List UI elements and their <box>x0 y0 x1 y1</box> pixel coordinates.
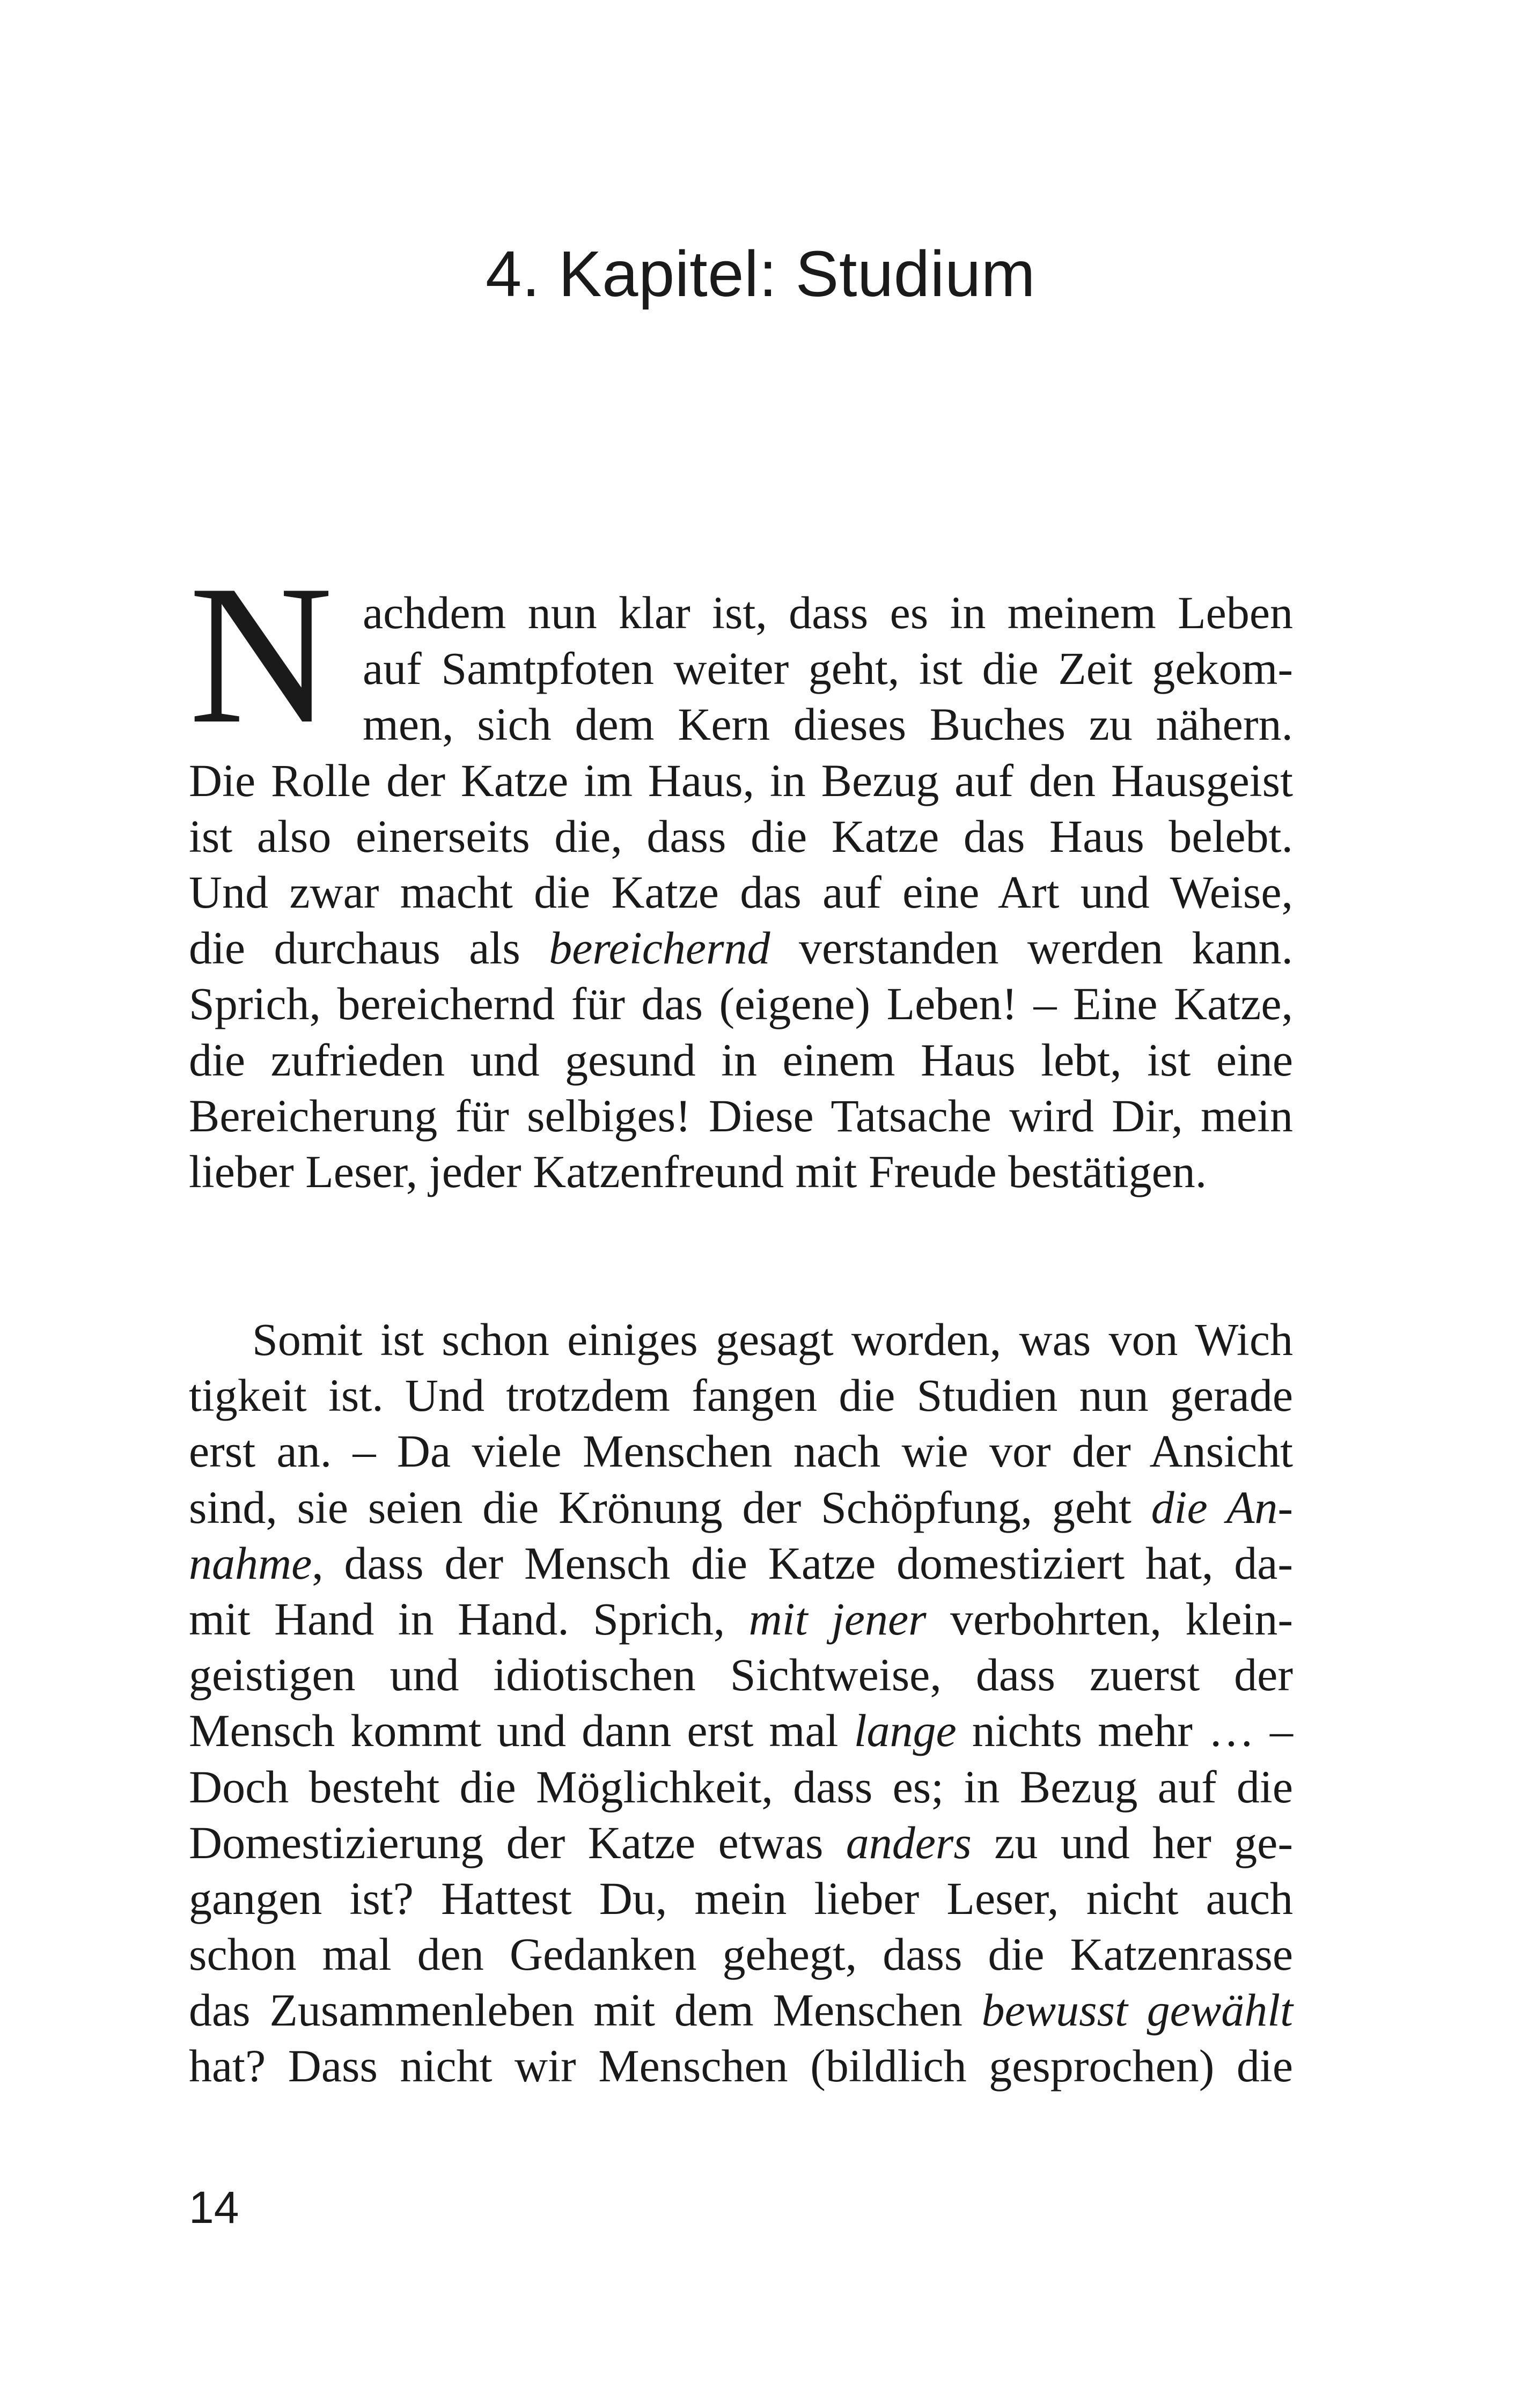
text-line: erst an. – Da viele Menschen nach wie vor der Ansicht <box>189 1425 1293 1477</box>
emphasis: bewusst gewählt <box>981 1984 1293 2036</box>
text-line: achdem nun klar ist, dass es in meinem Leben <box>363 587 1293 638</box>
text-line: mit Hand in Hand. Sprich, mit jener verbohrten, klein- <box>189 1593 1293 1645</box>
text-line: men, sich dem Kern dieses Buches zu nähern. <box>363 698 1293 750</box>
paragraph-2 <box>189 1312 1293 2094</box>
text-line: nahme, dass der Mensch die Katze domestiziert hat, da- <box>189 1537 1293 1589</box>
text-line: Domestizierung der Katze etwas anders zu und her ge- <box>189 1816 1293 1868</box>
text-line: ist also einerseits die, dass die Katze das Haus belebt. <box>189 810 1293 862</box>
text-line: Und zwar macht die Katze das auf eine Art und Weise, <box>189 866 1293 918</box>
text-line: schon mal den Gedanken gehegt, dass die Katzenrasse <box>189 1928 1293 1980</box>
text-line: das Zusammenleben mit dem Menschen bewusst gewählt <box>189 1984 1293 2036</box>
text-line: Mensch kommt und dann erst mal lange nichts mehr … – <box>189 1705 1293 1757</box>
text-line: hat? Dass nicht wir Menschen (bildlich gesprochen) die <box>189 2040 1293 2092</box>
emphasis: nahme <box>189 1537 312 1589</box>
text-line: Bereicherung für selbiges! Diese Tatsache wird Dir, mein <box>189 1089 1293 1142</box>
paragraph-1 <box>189 544 1293 1199</box>
emphasis: anders <box>846 1816 972 1868</box>
text-line: die zufrieden und gesund in einem Haus lebt, ist eine <box>189 1034 1293 1086</box>
text-line: gangen ist? Hattest Du, mein lieber Leser, nicht auch <box>189 1872 1293 1924</box>
text-line: auf Samtpfoten weiter geht, ist die Zeit gekom- <box>363 643 1293 695</box>
page-number: 14 <box>189 2182 239 2233</box>
emphasis: lange <box>854 1705 957 1757</box>
text-line: Sprich, bereichernd für das (eigene) Leben! – Eine Katze, <box>189 978 1293 1030</box>
drop-cap: N <box>189 544 333 765</box>
text-line: lieber Leser, jeder Katzenfreund mit Freude bestätigen. <box>189 1145 1207 1197</box>
emphasis: mit jener <box>748 1593 927 1645</box>
text-line: Doch besteht die Möglichkeit, dass es; in Bezug auf die <box>189 1761 1293 1813</box>
text-line: sind, sie seien die Krönung der Schöpfung, geht die An- <box>189 1481 1294 1533</box>
text-line: die durchaus als bereichernd verstanden werden kann. <box>189 922 1293 974</box>
text-line: geistigen und idiotischen Sichtweise, dass zuerst der <box>189 1649 1293 1701</box>
emphasis: die An- <box>1151 1481 1294 1533</box>
emphasis: bereichernd <box>549 922 770 974</box>
text-line: Die Rolle der Katze im Haus, in Bezug auf den Hausgeist <box>189 754 1293 806</box>
text-line: tigkeit ist. Und trotzdem fangen die Studien nun gerade <box>189 1369 1293 1422</box>
chapter-title: 4. Kapitel: Studium <box>485 237 1036 310</box>
text-line: Somit ist schon einiges gesagt worden, was von Wich <box>252 1314 1293 1365</box>
